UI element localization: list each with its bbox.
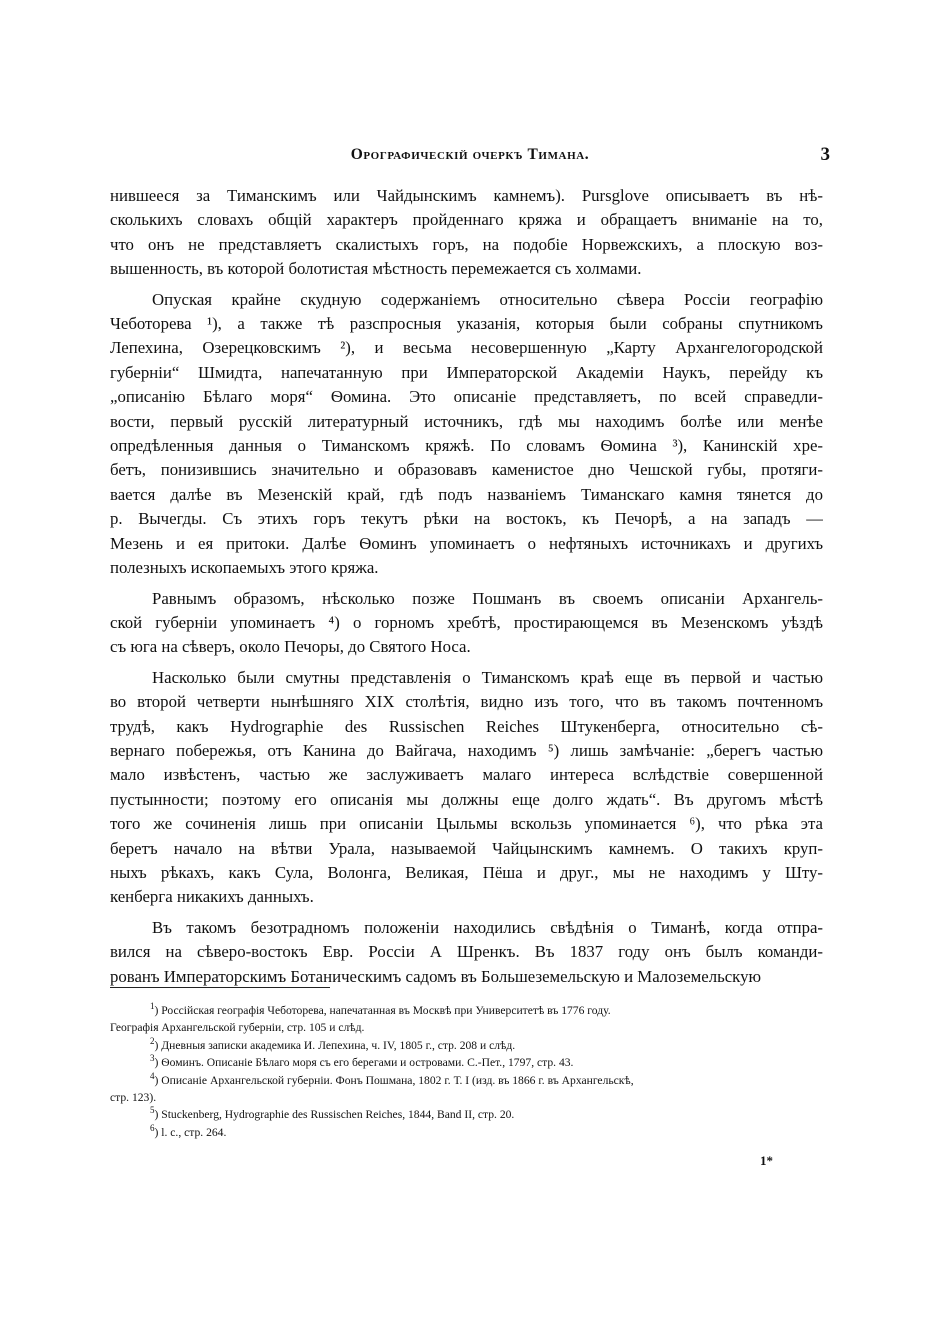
footnote-text: Описаніе Архангельской губерніи. Фонъ Пошмана, 1802 г. Т. I (изд. въ 1866 г. въ Архангельскѣ, (161, 1073, 634, 1087)
running-head (110, 146, 830, 170)
text-line: Мезень и ея притоки. Далѣе Ѳоминъ упоминаетъ о нефтяныхъ источникахъ и другихъ (110, 533, 823, 553)
text-line: бетъ, понизившись значительно и образовавъ каменистое дно Чешской губы, протяги- (110, 460, 823, 480)
signature-mark: 1* (760, 1153, 773, 1168)
text-line: съ юга на сѣверъ, около Печоры, до Святого Носа. (110, 637, 471, 657)
text-line: того же сочиненія лишь при описаніи Цыльмы вскользь упоминается ⁶), что рѣка эта (110, 814, 823, 834)
text-line: Въ такомъ безотрадномъ положеніи находились свѣдѣнія о Тиманѣ, когда отпра- (152, 917, 823, 937)
footnote-mark: 2 (150, 1036, 155, 1046)
text-line: беретъ начало на вѣтви Урала, называемой Чайцынскимъ камнемъ. О такихъ круп- (110, 838, 823, 858)
paragraph (110, 184, 823, 282)
footnote-mark: 6 (150, 1123, 155, 1133)
footnote-line: $^2$) Дневныя записки академика И. Лепехина, ч. IV, 1805 г., стр. 208 и слѣд. (150, 1036, 516, 1052)
footnote-text: Дневныя записки академика И. Лепехина, ч. IV, 1805 г., стр. 208 и слѣд. (161, 1038, 516, 1052)
text-line: во второй четверти нынѣшняго XIX столѣтія, видно изъ того, что въ такомъ почтенномъ (110, 692, 823, 712)
text-line: губерніи“ Шмидта, напечатанную при Императорской Академіи Наукъ, перейду къ (110, 362, 823, 382)
text-line: Чеботорева ¹), а также тѣ разспросныя указанія, которыя были собраны спутникомъ (110, 314, 823, 334)
text-line: кенберга никакихъ данныхъ. (110, 887, 314, 907)
text-line: вернаго побережья, отъ Канина до Вайгача, находимъ ⁵) лишь замѣчаніе: „берегъ частью (110, 740, 823, 760)
footnotes (110, 1002, 823, 1141)
footnote-rule (110, 987, 330, 988)
footnote-line: $^3$) Ѳоминъ. Описаніе Бѣлаго моря съ его берегами и островами. С.-Пет., 1797, стр. 43. (150, 1054, 574, 1070)
body-text (110, 184, 823, 995)
page-number: 3 (820, 144, 830, 165)
footnote-text: Stuckenberg, Hydrographie des Russischen Reiches, 1844, Band II, стр. 20. (161, 1108, 515, 1122)
footnote-text: l. c., стр. 264. (161, 1125, 227, 1139)
paragraph (110, 587, 823, 660)
footnote-text: Ѳоминъ. Описаніе Бѣлаго моря съ его берегами и островами. С.-Пет., 1797, стр. 43. (161, 1056, 574, 1070)
footnote-mark: 3 (150, 1054, 155, 1064)
text-line: вости, первый русскій литературный источникъ, гдѣ мы находимъ болѣе или менѣе (110, 411, 823, 431)
text-line: „описанію Бѣлаго моря“ Ѳомина. Это описаніе представляетъ, по всей справедли- (110, 387, 823, 407)
paragraph (110, 666, 823, 910)
text-line: опредѣленныя данныя о Тиманскомъ кряжѣ. По словамъ Ѳомина ³), Канинскій хре- (110, 436, 823, 456)
footnote-mark: 4 (150, 1071, 155, 1081)
footnote-text: стр. 123). (110, 1091, 157, 1105)
footnote-mark: 1 (150, 1002, 155, 1012)
text-line: вышенность, въ которой болотистая мѣстность перемежается съ холмами. (110, 259, 642, 279)
footnote-line: $^5$) Stuckenberg, Hydrographie des Russischen Reiches, 1844, Band II, стр. 20. (150, 1106, 515, 1122)
footnote-line (110, 1019, 823, 1036)
footnote-line: $^4$) Описаніе Архангельской губерніи. Фонъ Пошмана, 1802 г. Т. I (изд. въ 1866 г. въ Архангельскѣ, (150, 1071, 634, 1087)
text-line: полезныхъ ископаемыхъ этого кряжа. (110, 558, 379, 578)
paragraph (110, 916, 823, 989)
footnote-line: $^6$) l. c., стр. 264. (150, 1123, 227, 1139)
footnote-mark: 5 (150, 1106, 155, 1116)
text-line: вился на сѣверо-востокъ Евр. Россіи А Шренкъ. Въ 1837 году онъ былъ команди- (110, 942, 823, 962)
text-line: Равнымъ образомъ, нѣсколько позже Пошманъ въ своемъ описаніи Архангель- (152, 588, 823, 608)
text-line: вается далѣе въ Мезенскій край, гдѣ подъ названіемъ Тиманскаго камня тянется до (110, 484, 823, 504)
paragraph (110, 288, 823, 581)
text-line: Насколько были смутны представленія о Тиманскомъ краѣ еще въ первой и частью (152, 667, 823, 687)
footnote-text: Географія Архангельской губерніи, стр. 105 и слѣд. (110, 1021, 365, 1035)
footnote-line: $^1$) Россійская географія Чеботорева, напечатанная въ Москвѣ при Университетѣ въ 1776 году. (150, 1002, 611, 1017)
footnote-line (110, 1089, 823, 1106)
text-line: рованъ Императорскимъ Ботаническимъ садомъ въ Большеземельскую и Малоземельскую (110, 966, 762, 986)
footnote-text: Россійская географія Чеботорева, напечатанная въ Москвѣ при Университетѣ въ 1776 году. (161, 1004, 611, 1017)
text-line: пустынности; поэтому его описанія мы должны еще долго ждать“. Въ другомъ мѣстѣ (110, 789, 823, 809)
running-title: Орографическій очеркъ Тимана. (350, 146, 590, 163)
text-line: Опуская крайне скудную содержаніемъ относительно сѣвера Россіи географію (152, 289, 823, 309)
text-line: ныхъ рѣкахъ, какъ Сула, Волонга, Великая, Пёша и друг., мы не находимъ у Шту- (110, 862, 823, 882)
text-line: р. Вычегды. Съ этихъ горъ текутъ рѣки на востокъ, къ Печорѣ, а на западъ — (110, 509, 823, 529)
text-line: Лепехина, Озерецковскимъ ²), и весьма несовершенную „Карту Архангелогородской (110, 338, 823, 358)
text-line: что онъ не представляетъ скалистыхъ горъ, на подобіе Норвежскихъ, а плоскую воз- (110, 234, 823, 254)
text-line: ской губерніи упоминаетъ ⁴) о горномъ хребтѣ, простирающемся въ Мезенскомъ уѣздѣ (110, 612, 823, 632)
text-line: трудѣ, какъ Hydrographie des Russischen Reiches Штукенберга, относительно сѣ- (110, 716, 823, 736)
text-line: нившееся за Тиманскимъ или Чайдынскимъ камнемъ). Pursglove описываетъ въ нѣ- (110, 186, 823, 205)
text-line: мало извѣстенъ, частью же заслуживаетъ малаго интереса вслѣдствіе совершенной (110, 765, 823, 785)
text-line: сколькихъ словахъ общій характеръ пройденнаго кряжа и обращаетъ вниманіе на то, (110, 210, 823, 230)
